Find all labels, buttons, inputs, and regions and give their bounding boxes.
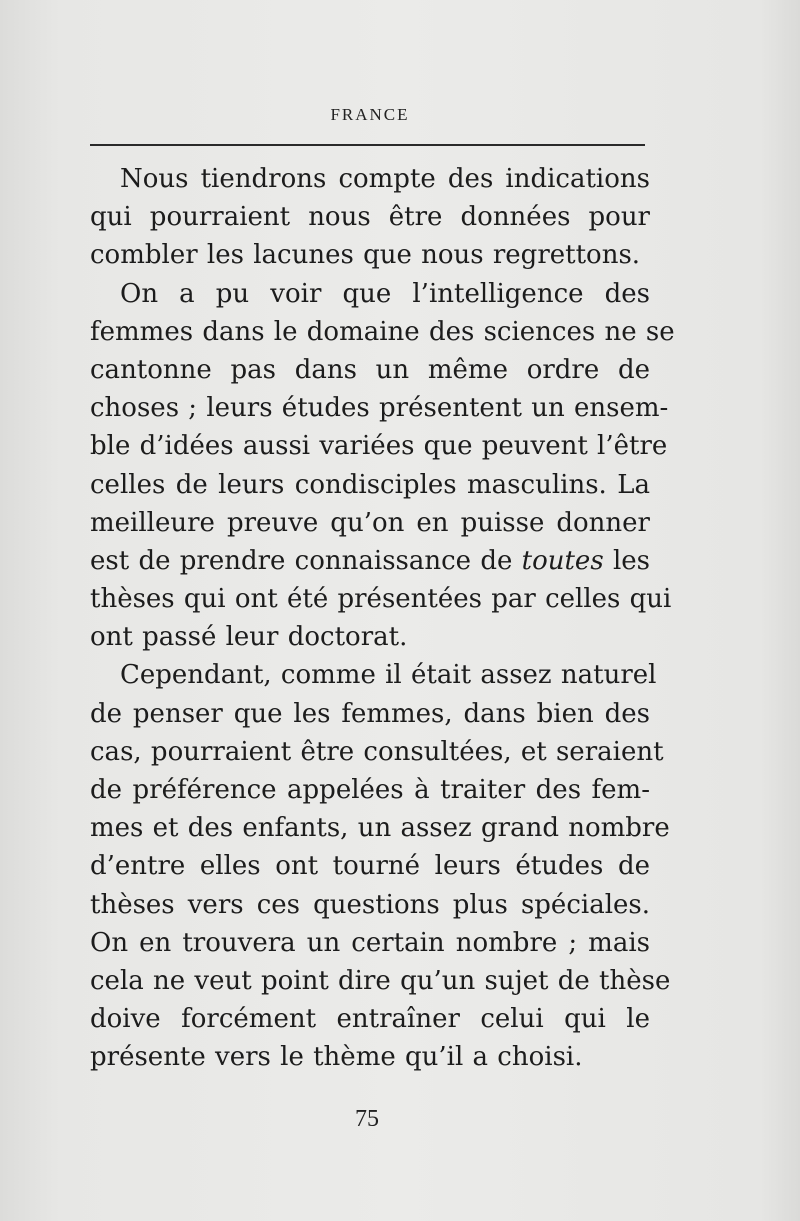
text-line: doive forcément entraîner celui qui le bbox=[90, 1004, 650, 1035]
paragraph-3 bbox=[90, 656, 671, 1076]
text-line: présente vers le thème qu’il a choisi. bbox=[90, 1042, 583, 1073]
page-number: 75 bbox=[355, 1106, 379, 1132]
body-text bbox=[90, 160, 675, 1077]
header-rule bbox=[90, 144, 645, 146]
text-line: femmes dans le domaine des sciences ne se bbox=[90, 316, 675, 347]
paragraph-1 bbox=[90, 160, 650, 275]
text-line-with-emphasis bbox=[90, 542, 650, 580]
text-line: Cependant, comme il était assez naturel bbox=[120, 660, 657, 691]
text-line: cantonne pas dans un même ordre de bbox=[90, 354, 650, 385]
text-line: thèses qui ont été présentées par celles qui bbox=[90, 584, 672, 615]
text-line: mes et des enfants, un assez grand nombre bbox=[90, 813, 670, 844]
text-line: cela ne veut point dire qu’un sujet de thèse bbox=[90, 965, 671, 996]
text-fragment: les bbox=[603, 545, 650, 576]
text-line: ont passé leur doctorat. bbox=[90, 622, 408, 653]
paragraph-2 bbox=[90, 275, 675, 657]
text-line: combler les lacunes que nous regrettons. bbox=[90, 240, 641, 271]
text-line: thèses vers ces questions plus spéciales. bbox=[90, 889, 650, 920]
text-fragment: est de prendre connaissance de bbox=[90, 545, 522, 576]
text-line: d’entre elles ont tourné leurs études de bbox=[90, 851, 650, 882]
text-line: ble d’idées aussi variées que peuvent l’être bbox=[90, 431, 668, 462]
text-line: de penser que les femmes, dans bien des bbox=[90, 698, 650, 729]
running-head: FRANCE bbox=[330, 105, 410, 124]
text-line: choses ; leurs études présentent un ensem- bbox=[90, 393, 669, 424]
emphasized-word: toutes bbox=[521, 545, 604, 576]
text-line: On a pu voir que l’intelligence des bbox=[120, 278, 650, 309]
text-line: On en trouvera un certain nombre ; mais bbox=[90, 927, 650, 958]
text-line: celles de leurs condisciples masculins. La bbox=[90, 469, 650, 500]
text-line: de préférence appelées à traiter des fem- bbox=[90, 775, 650, 805]
text-line: qui pourraient nous être données pour bbox=[90, 202, 650, 233]
text-line: meilleure preuve qu’on en puisse donner bbox=[90, 507, 650, 538]
text-line: cas, pourraient être consultées, et seraient bbox=[90, 736, 664, 767]
text-line: Nous tiendrons compte des indications bbox=[120, 164, 650, 194]
